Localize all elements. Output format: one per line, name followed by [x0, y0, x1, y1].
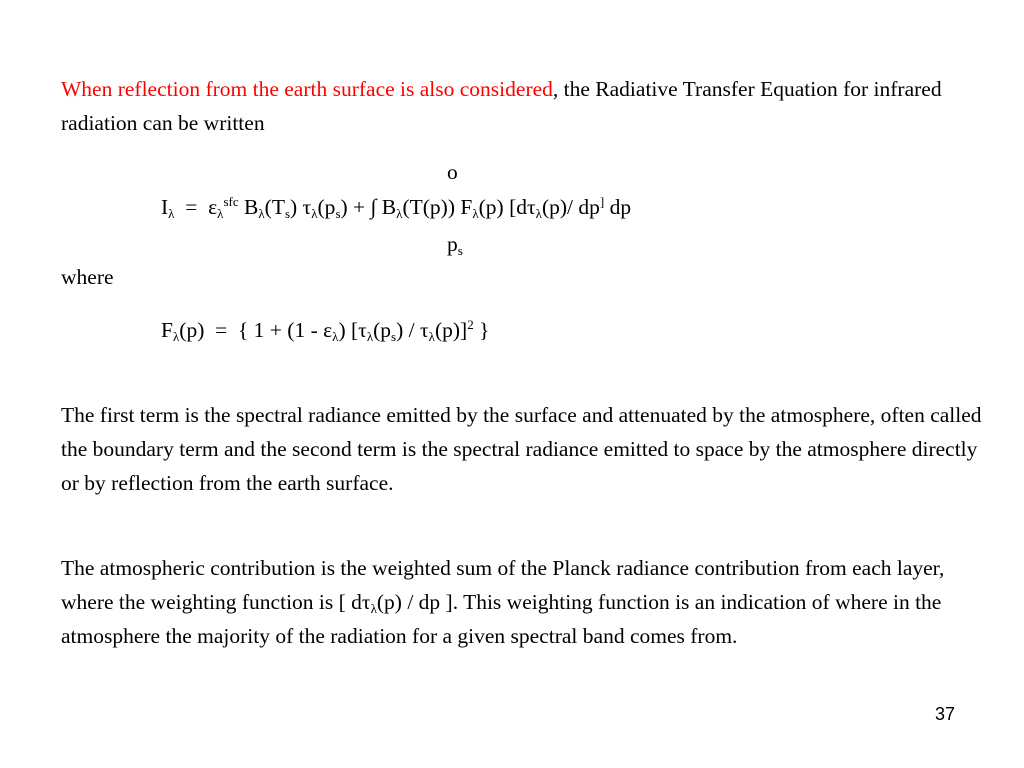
- where-label: where: [61, 265, 114, 289]
- intro-paragraph: [61, 72, 991, 140]
- radiative-transfer-equation: $I_\lambda = \varepsilon_\lambda^{sfc}$ $B_\lambda(T_s) \tau_\lambda(p_s)$ + ∫ $B_\lambda(T(p))$ $F_\lambda(p)$ [$d\tau_\lambda(p)/$ dp] dp: [161, 194, 632, 221]
- intro-rest: , the Radiative Transfer Equation for infrared radiation can be written: [61, 77, 942, 135]
- integral-lower-limit: $p_s$: [447, 232, 463, 258]
- weighting-factor-equation: $F_\lambda(p)$ = { $1 + (1 - \varepsilon_\lambda)$ $[\tau_\lambda(p_s) / \tau_\lambda(p)]^2$ }: [161, 317, 490, 344]
- paragraph-boundary-term: The first term is the spectral radiance emitted by the surface and attenuated by the atmosphere, often called the boundary term and the second term is the spectral radiance emitted to space by the atmosphere directly or by reflection from the earth surface.: [61, 403, 982, 495]
- page-number: 37: [935, 704, 956, 724]
- intro-highlight: When reflection from the earth surface is also considered: [61, 77, 553, 101]
- paragraph-weighting-function: The atmospheric contribution is the weighted sum of the Planck radiance contribution from each layer, where the weighting function is [ $d\tau_\lambda(p)$ / dp ]. This weighting function is an indication of where in the atmosphere the majority of the radiation for a given spectral band comes from.: [61, 556, 945, 648]
- integral-upper-limit: o: [447, 160, 458, 184]
